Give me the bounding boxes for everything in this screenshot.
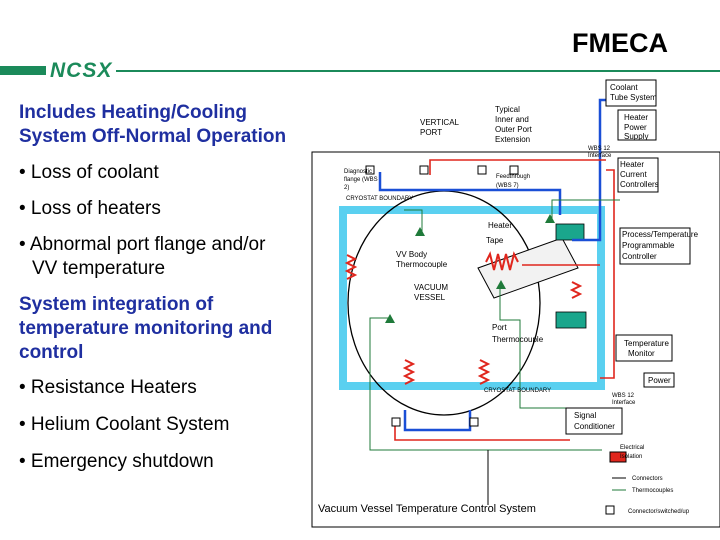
bullet-loss-of-coolant: • Loss of coolant	[19, 162, 159, 183]
label-wbs-top-1: WBS 12	[588, 146, 611, 152]
label-vv-body-2: Thermocouple	[396, 260, 448, 269]
thermocouple-marker-vv	[415, 227, 425, 236]
port-flange-mid	[556, 312, 586, 328]
label-heater-current-3: Controllers	[620, 180, 659, 189]
bullet-resistance-heaters: • Resistance Heaters	[19, 377, 197, 398]
heading-2-line-1: System integration of	[19, 294, 214, 315]
label-signal-1: Signal	[574, 411, 597, 420]
connector-4	[510, 166, 518, 174]
legend-thermocouples: Thermocouples	[632, 488, 674, 494]
label-heater-power-1: Heater	[624, 113, 649, 122]
label-heater-current-2: Current	[620, 170, 647, 179]
label-coolant-2: Tube System	[610, 93, 657, 102]
label-heater-current-1: Heater	[620, 160, 645, 169]
label-vertical-port-2: PORT	[420, 128, 443, 137]
heading-1-line-2: System Off-Normal Operation	[19, 126, 287, 147]
diagram-caption: Vacuum Vessel Temperature Control System	[318, 503, 536, 515]
label-vertical-port-1: VERTICAL	[420, 118, 459, 127]
heater-zigzag-right	[572, 282, 580, 298]
label-plc-3: Controller	[622, 252, 657, 261]
label-diagnostic-2: flange (WBS	[344, 177, 378, 183]
label-cryostat-bottom: CRYOSTAT BOUNDARY	[484, 388, 552, 394]
label-heater-power-2: Power	[624, 123, 647, 132]
bullet-abnormal-port-cont: VV temperature	[32, 258, 166, 279]
legend-switched: Connector/switched/up	[628, 509, 690, 515]
label-port-tc-1: Port	[492, 323, 507, 332]
heater-zigzag-bottom-left	[405, 360, 413, 384]
ncsx-logo: NCSX	[46, 59, 116, 83]
label-port-tc-2: Thermocouple	[492, 335, 544, 344]
bullet-abnormal-port: • Abnormal port flange and/or	[19, 234, 266, 255]
connector-2	[420, 166, 428, 174]
label-typical-3: Outer Port	[495, 125, 532, 134]
label-cryostat-top: CRYOSTAT BOUNDARY	[346, 196, 414, 202]
label-vacuum-2: VESSEL	[414, 293, 446, 302]
label-feedthrough-2: (WBS 7)	[496, 183, 519, 189]
label-diagnostic-1: Diagnostic	[344, 169, 373, 175]
label-typical-2: Inner and	[495, 115, 529, 124]
label-wbs-top-2: Interface	[588, 153, 612, 159]
label-isolation-1: Electrical	[620, 445, 645, 451]
label-plc-1: Process/Temperature	[622, 230, 699, 239]
label-typical-1: Typical	[495, 105, 520, 114]
label-vacuum-1: VACUUM	[414, 283, 449, 292]
heading-2-line-2: temperature monitoring and	[19, 318, 273, 339]
label-diagnostic-3: 2)	[344, 185, 350, 191]
label-power: Power	[648, 376, 671, 385]
label-heater: Heater	[488, 221, 513, 230]
heading-1-line-1: Includes Heating/Cooling	[19, 102, 248, 123]
connector-3	[478, 166, 486, 174]
label-tape: Tape	[486, 236, 504, 245]
bullet-loss-of-heaters: • Loss of heaters	[19, 198, 161, 219]
label-vv-body-1: VV Body	[396, 250, 428, 259]
connector-5	[392, 418, 400, 426]
connector-6	[470, 418, 478, 426]
label-heater-power-3: Supply	[624, 132, 649, 141]
heading-2-line-3: control	[19, 342, 84, 363]
bullet-helium-coolant: • Helium Coolant System	[19, 414, 230, 435]
thermocouple-marker-top	[545, 214, 555, 223]
label-temp-monitor-1: Temperature	[624, 339, 669, 348]
label-wbs-bottom-1: WBS 12	[612, 393, 635, 399]
bullet-emergency-shutdown: • Emergency shutdown	[19, 451, 214, 472]
legend-switched-swatch	[606, 506, 614, 514]
label-feedthrough-1: Feedthrough	[496, 174, 531, 180]
label-plc-2: Programmable	[622, 241, 675, 250]
label-coolant-1: Coolant	[610, 83, 638, 92]
label-temp-monitor-2: Monitor	[628, 349, 655, 358]
label-signal-2: Conditioner	[574, 422, 615, 431]
heater-zigzag-bottom-right	[480, 360, 488, 384]
slide-title: FMECA	[572, 28, 668, 58]
label-isolation-2: Isolation	[620, 454, 643, 460]
label-wbs-bottom-2: Interface	[612, 400, 636, 406]
label-typical-4: Extension	[495, 135, 531, 144]
port-flange-top	[556, 224, 584, 240]
legend-connectors: Connectors	[632, 476, 663, 482]
